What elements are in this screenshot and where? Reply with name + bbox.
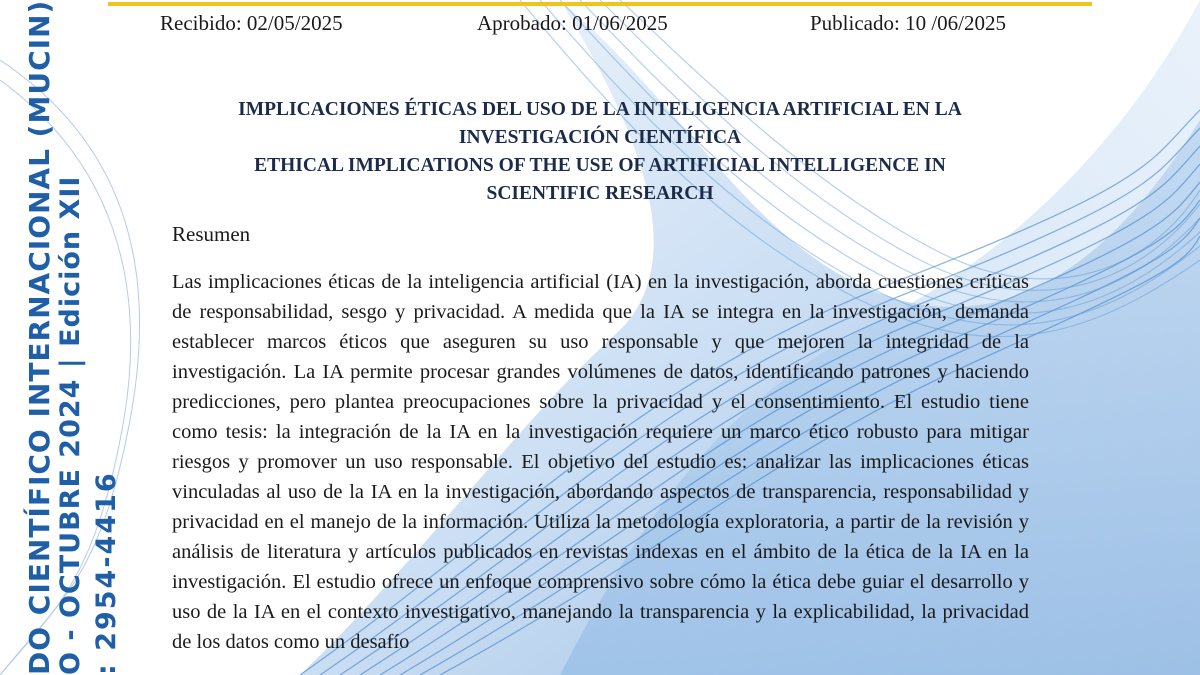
title-en-line-2: SCIENTIFIC RESEARCH xyxy=(486,183,714,204)
abstract-heading: Resumen xyxy=(172,222,251,246)
publication-dates xyxy=(0,11,1200,37)
journal-name-vertical: DO CIENTÍFICO INTERNACIONAL (MUCIN) xyxy=(23,0,56,675)
article-title-block xyxy=(160,96,1040,208)
received-date: Recibido: 02/05/2025 xyxy=(160,11,343,35)
title-es-line-2: INVESTIGACIÓN CIENTÍFICA xyxy=(458,127,742,148)
title-es-line-1: IMPLICACIONES ÉTICAS DEL USO DE LA INTELIGENCIA ARTIFICIAL EN LA xyxy=(238,99,962,120)
abstract-text: Las implicaciones éticas de la inteligencia artificial (IA) en la investigación, aborda cuestiones críticas de responsabilidad, sesgo y privacidad. A medida que la IA se integra en la investigación, demanda establecer marcos éticos que aseguren su uso responsable y que mejoren la integridad de la investigación. La IA permite procesar grandes volúmenes de datos, identificando patrones y haciendo predicciones, pero plantea preocupaciones sobre la privacidad y el consentimiento. El estudio tiene como tesis: la integración de la IA en la investigación requiere un marco ético robusto para mitigar riesgos y promover un uso responsable. El objetivo del estudio es: analizar las implicaciones éticas vinculadas al uso de la IA en la investigación, abordando aspectos de transparencia, responsabilidad y privacidad en el manejo de la información. Utiliza la metodología exploratoria, a partir de la revisión y análisis de literatura y artículos publicados en revistas indexas en el ámbito de la ética de la IA en la investigación. El estudio ofrece un enfoque comprensivo sobre cómo la ética debe guiar el desarrollo y uso de la IA en el contexto investigativo, manejando la transparencia y la explicabilidad, la privacidad de los datos como un desafío xyxy=(172,271,1029,653)
journal-sidebar xyxy=(0,0,140,675)
top-accent-line xyxy=(108,2,1092,6)
approved-date: Aprobado: 01/06/2025 xyxy=(477,11,668,35)
issn-vertical: : 2954-4416 xyxy=(91,471,122,675)
published-date: Publicado: 10 /06/2025 xyxy=(810,11,1006,35)
edition-vertical: O - OCTUBRE 2024 | Edición XII xyxy=(55,175,86,675)
title-en-line-1: ETHICAL IMPLICATIONS OF THE USE OF ARTIFICIAL INTELLIGENCE IN xyxy=(254,155,946,176)
